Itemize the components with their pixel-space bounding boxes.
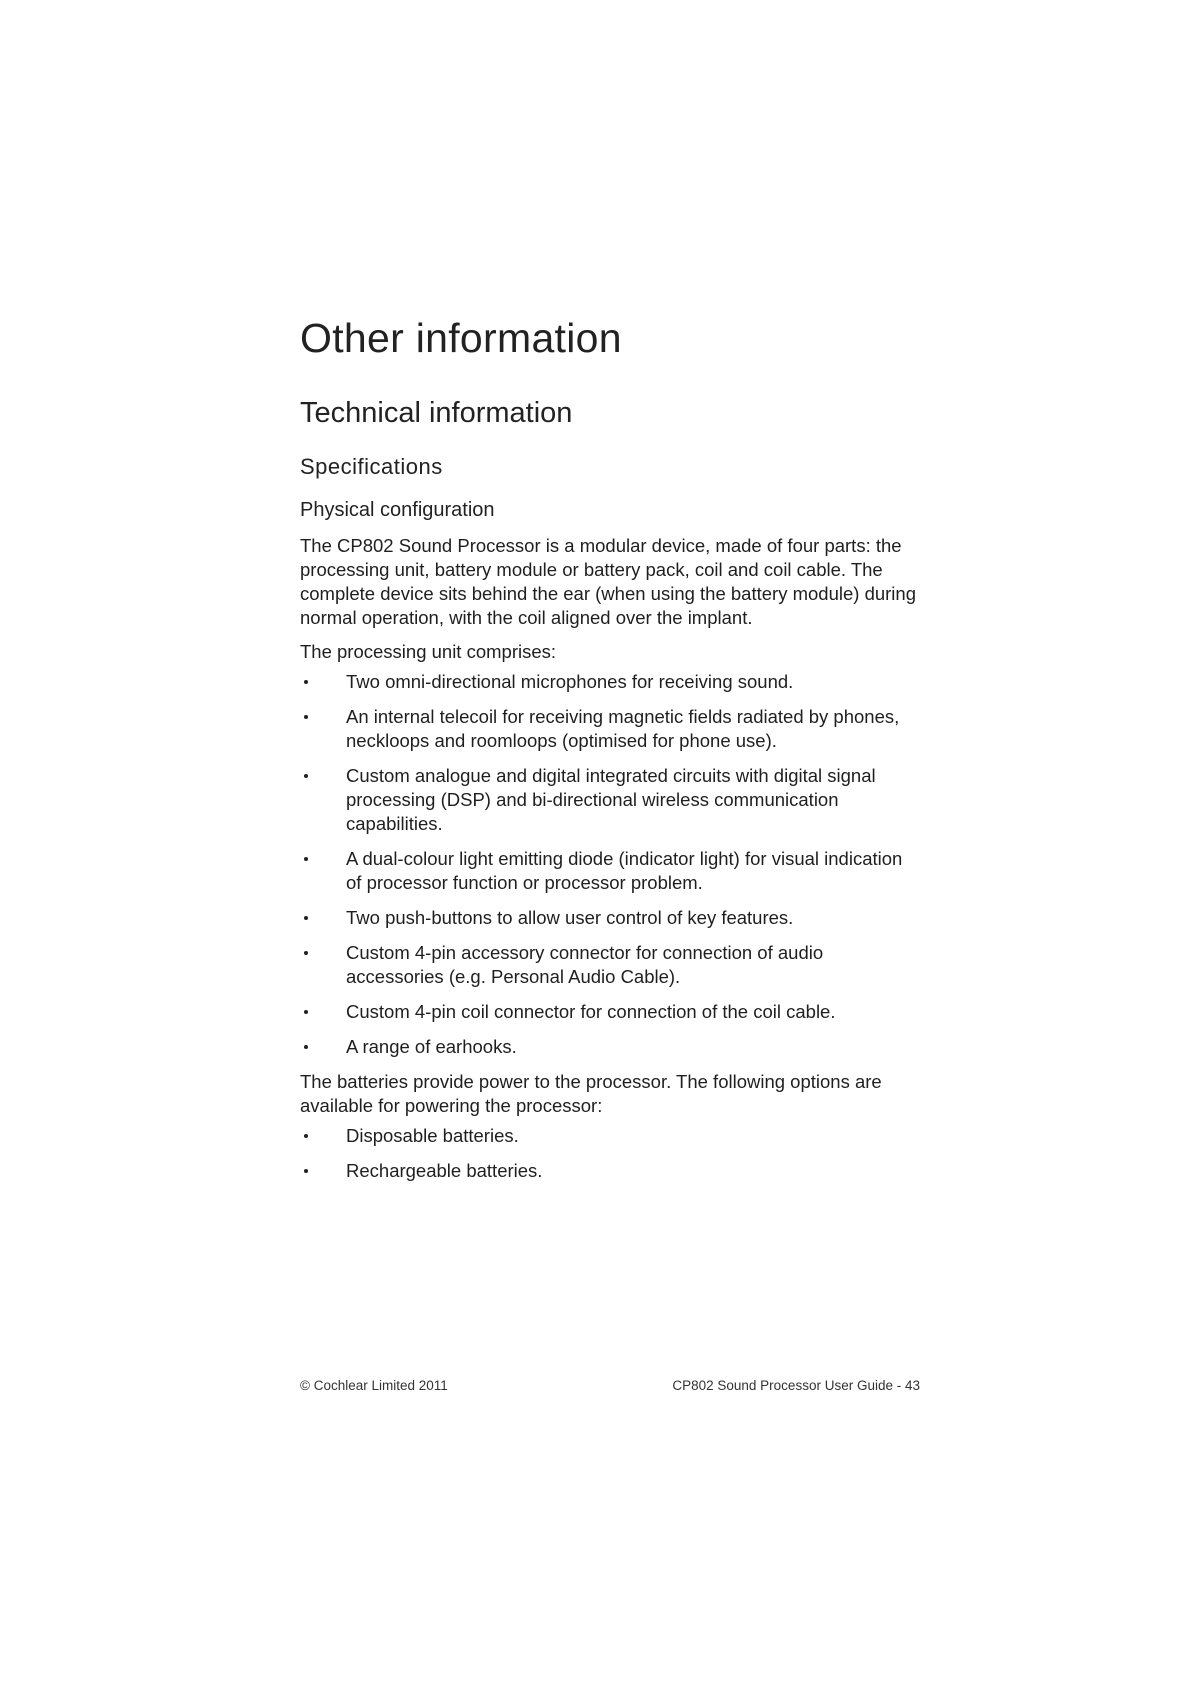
list-item [300,764,920,836]
list-item-text: A dual-colour light emitting diode (indicator light) for visual indication of processor function or processor problem. [346,848,903,893]
bullet-icon [304,774,308,778]
list-item [300,1124,920,1148]
bullet-icon [304,857,308,861]
batteries-paragraph: The batteries provide power to the processor. The following options are available for powering the processor: [300,1071,882,1116]
list-item-text: A range of earhooks. [346,1036,517,1057]
list-item [300,1000,920,1024]
copyright-text: © Cochlear Limited 2011 [300,1378,448,1393]
guide-page-number: CP802 Sound Processor User Guide - 43 [672,1378,920,1393]
bullet-icon [304,916,308,920]
bullet-icon [304,680,308,684]
list-item-text: Custom 4-pin accessory connector for connection of audio accessories (e.g. Personal Audio Cable). [346,942,824,987]
processing-unit-list [300,670,920,1059]
list-item [300,941,920,989]
list-item [300,1159,920,1183]
list-item-text: Two push-buttons to allow user control of key features. [346,907,794,928]
intro-paragraph: The CP802 Sound Processor is a modular device, made of four parts: the processing unit, battery module or battery pack, coil and coil cable. The complete device sits behind the ear (when using the battery module) during normal operation, with the coil aligned over the implant. [300,535,916,628]
section-title: Technical information [300,397,573,429]
list-item-text: Two omni-directional microphones for receiving sound. [346,671,794,692]
processing-unit-intro: The processing unit comprises: [300,641,557,662]
bullet-icon [304,1045,308,1049]
bullet-icon [304,715,308,719]
list-item-text: Rechargeable batteries. [346,1160,543,1181]
page-content [300,312,920,1194]
list-item-text: Disposable batteries. [346,1125,519,1146]
list-item [300,670,920,694]
subsubsection-title: Physical configuration [300,499,495,521]
list-item-text: An internal telecoil for receiving magnetic fields radiated by phones, neckloops and roomloops (optimised for phone use). [346,706,900,751]
battery-options-list [300,1124,920,1183]
bullet-icon [304,1010,308,1014]
list-item [300,705,920,753]
subsection-title: Specifications [300,454,443,479]
list-item [300,906,920,930]
list-item [300,1035,920,1059]
list-item [300,847,920,895]
page-title: Other information [300,315,622,361]
bullet-icon [304,1169,308,1173]
list-item-text: Custom 4-pin coil connector for connection of the coil cable. [346,1001,836,1022]
list-item-text: Custom analogue and digital integrated circuits with digital signal processing (DSP) and bi-directional wireless communication capabilities. [346,765,876,834]
bullet-icon [304,1134,308,1138]
bullet-icon [304,951,308,955]
page-footer [300,1378,920,1398]
